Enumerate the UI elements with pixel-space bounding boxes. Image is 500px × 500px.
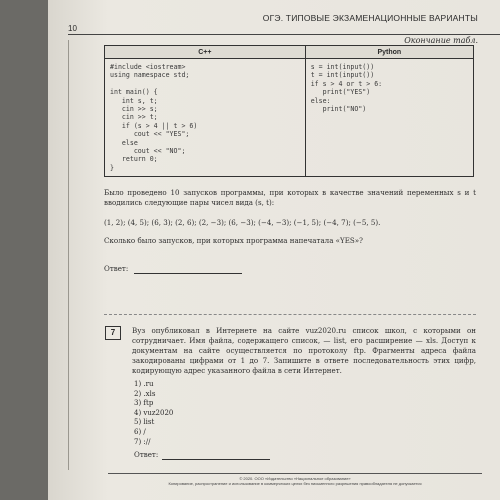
- page-number: 10: [68, 24, 77, 33]
- q7-number-box: 7: [105, 326, 121, 340]
- q7-option: 1) .ru: [134, 380, 154, 388]
- cpp-code: #include <iostream> using namespace std; int main() { int s, t; cin >> s; cin >> t; if (s > 4 || t > 6) cout << "YES"; else cout << "NO"; return 0; }: [105, 59, 306, 177]
- header-title: ОГЭ. ТИПОВЫЕ ЭКЗАМЕНАЦИОННЫЕ ВАРИАНТЫ: [262, 13, 478, 23]
- page-footer: [108, 473, 482, 486]
- q6-answer-label: Ответ:: [104, 264, 129, 273]
- cpp-column-header: C++: [105, 46, 306, 59]
- table-continuation-label: Окончание табл.: [404, 36, 478, 45]
- exam-page: [48, 0, 500, 500]
- margin-line: [68, 40, 73, 470]
- python-code: s = int(input()) t = int(input()) if s > 4 or t > 6: print("YES") else: print("NO"): [305, 59, 473, 177]
- footer-notice: Копирование, распространение и использование в коммерческих целях без письменного разрешения правообладателя не допускается: [168, 481, 422, 486]
- section-divider: [104, 314, 476, 315]
- code-table: [104, 45, 474, 177]
- q7-option: 5) list: [134, 418, 155, 427]
- q7-option: 3) ftp: [134, 399, 154, 408]
- footer-copyright: © 2020. ООО «Издательство «Национальное образование»: [239, 476, 351, 481]
- q6-pairs: (1, 2); (4, 5); (6, 3); (2, 6); (2, −3); (6, −3); (−4, −3); (−1, 5); (−4, 7); (−5, 5).: [104, 218, 381, 227]
- q6-question: Сколько было запусков, при которых программа напечатала «YES»?: [104, 236, 363, 245]
- q7-option: 6) /: [134, 427, 146, 436]
- q7-option: 2) .xls: [134, 389, 156, 398]
- page-header: [68, 10, 500, 35]
- python-column-header: Python: [305, 46, 473, 59]
- q7-answer-field[interactable]: [162, 459, 270, 460]
- q7-text: Вуз опубликовал в Интернете на сайте vuz2020.ru список школ, с которыми он сотрудничает. Имя файла, содержащего список, — list, его расширение — xls. Доступ к документам на сайте осуществляется по протоколу ftp. Фрагменты адреса файла закодированы цифрами от 1 до 7. Запишите в ответе последовательность этих цифр, кодирующую адрес указанного файла в сети Интернет.: [132, 326, 476, 375]
- q7-answer-label: Ответ:: [134, 450, 159, 459]
- q7-option: 4) vuz2020: [134, 408, 174, 417]
- q6-answer-field[interactable]: [134, 273, 242, 274]
- q7-option: 7) ://: [134, 437, 151, 446]
- q6-intro: Было проведено 10 запусков программы, при которых в качестве значений переменных s и t вводились следующие пары чисел вида (s, t):: [104, 188, 476, 207]
- q7-options-list: [134, 380, 173, 447]
